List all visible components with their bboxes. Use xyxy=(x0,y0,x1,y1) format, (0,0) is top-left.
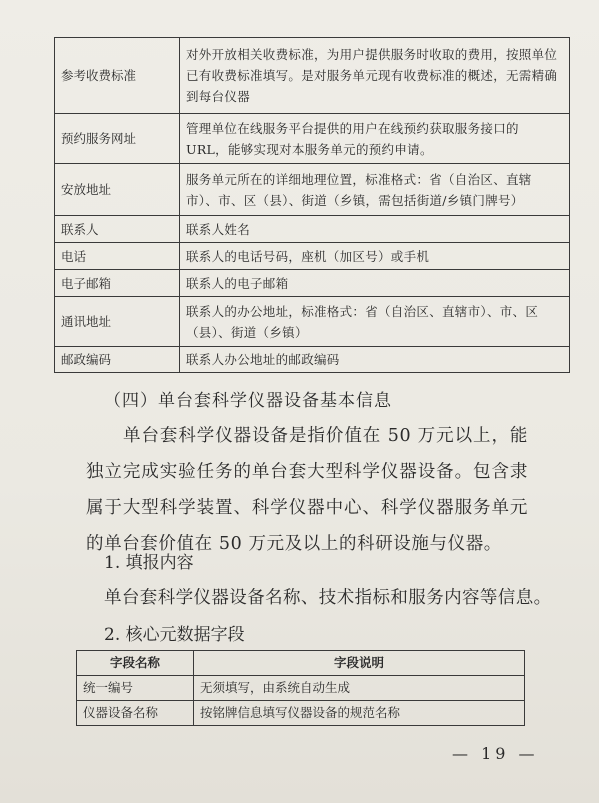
field-name-cell: 预约服务网址 xyxy=(55,114,180,164)
field-name-cell: 统一编号 xyxy=(77,676,194,701)
field-name-cell: 参考收费标准 xyxy=(55,38,180,114)
field-name-cell: 电话 xyxy=(55,243,180,270)
metadata-fields-table xyxy=(54,37,570,373)
field-name-cell: 电子邮箱 xyxy=(55,270,180,297)
table-row xyxy=(55,243,570,270)
table-row xyxy=(77,676,525,701)
section-heading: （四）单台套科学仪器设备基本信息 xyxy=(104,391,392,411)
table-row xyxy=(55,38,570,114)
header-field-desc: 字段说明 xyxy=(194,651,525,676)
header-field-name: 字段名称 xyxy=(77,651,194,676)
table-header-row xyxy=(77,651,525,676)
table-row xyxy=(55,164,570,216)
field-desc-cell: 管理单位在线服务平台提供的用户在线预约获取服务接口的 URL，能够实现对本服务单元的预约申请。 xyxy=(180,114,570,164)
field-desc-cell: 联系人办公地址的邮政编码 xyxy=(180,347,570,373)
subheading-core-metadata: 2. 核心元数据字段 xyxy=(104,625,245,645)
field-desc-cell: 服务单元所在的详细地理位置，标准格式：省（自治区、直辖市）、市、区（县）、街道（乡镇，需包括街道/乡镇门牌号） xyxy=(180,164,570,216)
fill-content-text: 单台套科学仪器设备名称、技术指标和服务内容等信息。 xyxy=(104,588,552,608)
table-row xyxy=(55,347,570,373)
core-metadata-table xyxy=(76,650,525,726)
field-name-cell: 联系人 xyxy=(55,216,180,243)
body-paragraph: 单台套科学仪器设备是指价值在 50 万元以上，能独立完成实验任务的单台套大型科学仪器设备。包含隶属于大型科学装置、科学仪器中心、科学仪器服务单元的单台套价值在 50 万元及以上的科研设施与仪器。 xyxy=(86,426,528,554)
field-desc-cell: 无须填写，由系统自动生成 xyxy=(194,676,525,701)
field-desc-cell: 按铭牌信息填写仪器设备的规范名称 xyxy=(194,701,525,726)
subheading-fill-content: 1. 填报内容 xyxy=(104,553,194,573)
table-row xyxy=(55,270,570,297)
field-desc-cell: 联系人的办公地址，标准格式：省（自治区、直辖市）、市、区（县）、街道（乡镇） xyxy=(180,297,570,347)
field-name-cell: 邮政编码 xyxy=(55,347,180,373)
page-number: — 19 — xyxy=(452,744,539,763)
table-row xyxy=(77,701,525,726)
table-row xyxy=(55,216,570,243)
field-name-cell: 仪器设备名称 xyxy=(77,701,194,726)
table-row xyxy=(55,114,570,164)
field-desc-cell: 联系人的电话号码，座机（加区号）或手机 xyxy=(180,243,570,270)
field-name-cell: 安放地址 xyxy=(55,164,180,216)
table-row xyxy=(55,297,570,347)
field-name-cell: 通讯地址 xyxy=(55,297,180,347)
field-desc-cell: 联系人的电子邮箱 xyxy=(180,270,570,297)
field-desc-cell: 联系人姓名 xyxy=(180,216,570,243)
field-desc-cell: 对外开放相关收费标准，为用户提供服务时收取的费用，按照单位已有收费标准填写。是对服务单元现有收费标准的概述，无需精确到每台仪器 xyxy=(180,38,570,114)
